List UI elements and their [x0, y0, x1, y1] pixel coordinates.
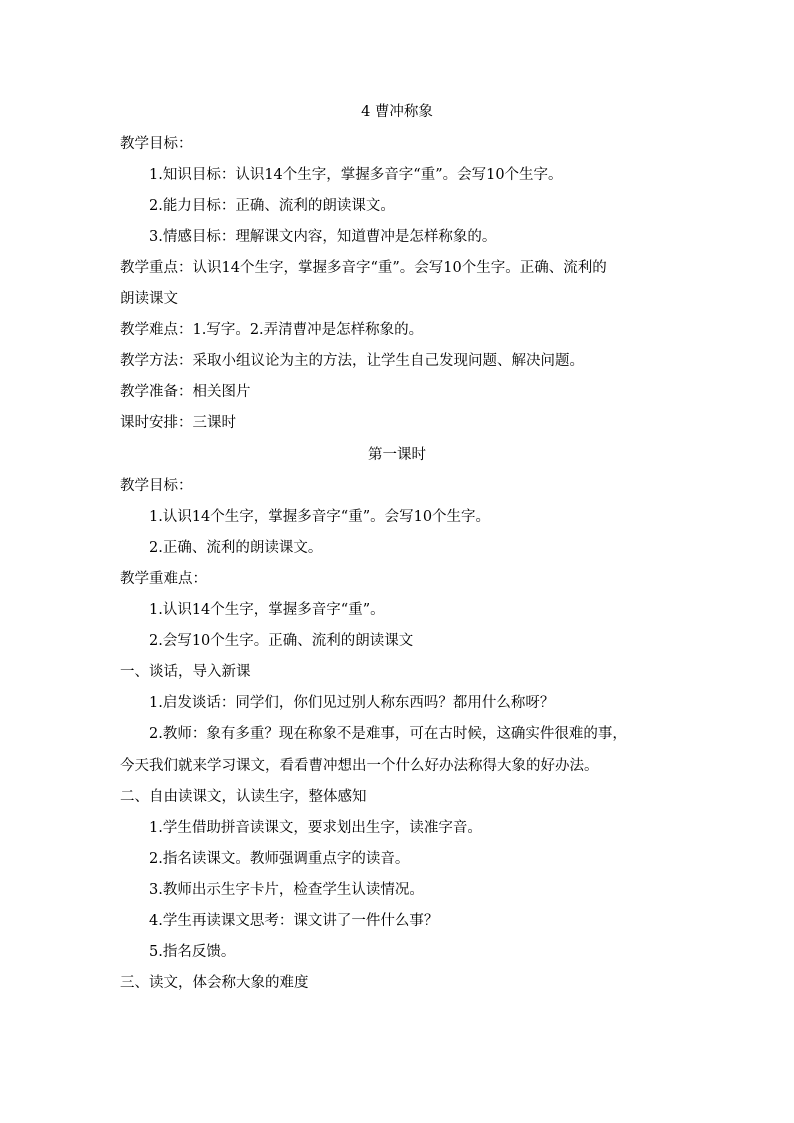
paragraph-line: 3.教师出示生字卡片，检查学生认读情况。 [149, 882, 424, 898]
paragraph-line: 1.启发谈话：同学们，你们见过别人称东西吗？都用什么称呀？ [149, 695, 555, 711]
paragraph-line: 1.学生借助拼音读课文，要求划出生字，读准字音。 [149, 820, 482, 836]
paragraph-line: 2.正确、流利的朗读课文。 [149, 540, 323, 556]
paragraph-line: 2.教师：象有多重？现在称象不是难事，可在古时候，这确实件很难的事， [149, 726, 627, 742]
paragraph-line: 1.认识14个生字，掌握多音字“重”。 [149, 602, 385, 618]
section-heading: 三、读文，体会称大象的难度 [120, 975, 309, 991]
paragraph-line: 朗读课文 [120, 291, 178, 307]
document-title: 4 曹冲称象 [361, 104, 433, 120]
paragraph-line: 教学方法：采取小组议论为主的方法，让学生自己发现问题、解决问题。 [120, 353, 584, 369]
paragraph-line: 今天我们就来学习课文，看看曹冲想出一个什么好办法称得大象的好办法。 [120, 758, 599, 774]
paragraph-line: 2.会写10个生字。正确、流利的朗读课文 [149, 633, 414, 649]
paragraph-line: 1.认识14个生字，掌握多音字“重”。会写10个生字。 [149, 509, 491, 525]
paragraph-line: 3.情感目标：理解课文内容，知道曹冲是怎样称象的。 [149, 229, 497, 245]
section-heading: 教学目标： [120, 136, 193, 152]
section-heading: 教学目标： [120, 478, 193, 494]
paragraph-line: 教学难点：1.写字。2.弄清曹冲是怎样称象的。 [120, 322, 424, 338]
paragraph-line: 2.能力目标：正确、流利的朗读课文。 [149, 198, 395, 214]
paragraph-line: 2.指名读课文。教师强调重点字的读音。 [149, 851, 410, 867]
lesson-heading: 第一课时 [368, 447, 426, 463]
paragraph-line: 教学重点：认识14个生字，掌握多音字“重”。会写10个生字。正确、流利的 [120, 260, 607, 276]
paragraph-line: 教学准备：相关图片 [120, 384, 251, 400]
section-heading: 二、自由读课文，认读生字，整体感知 [120, 789, 367, 805]
paragraph-line: 课时安排：三课时 [120, 415, 236, 431]
paragraph-line: 5.指名反馈。 [149, 944, 236, 960]
section-heading: 一、谈话，导入新课 [120, 664, 251, 680]
paragraph-line: 4.学生再读课文思考：课文讲了一件什么事？ [149, 913, 439, 929]
paragraph-line: 1.知识目标：认识14个生字，掌握多音字“重”。会写10个生字。 [149, 167, 563, 183]
section-heading: 教学重难点： [120, 571, 207, 587]
